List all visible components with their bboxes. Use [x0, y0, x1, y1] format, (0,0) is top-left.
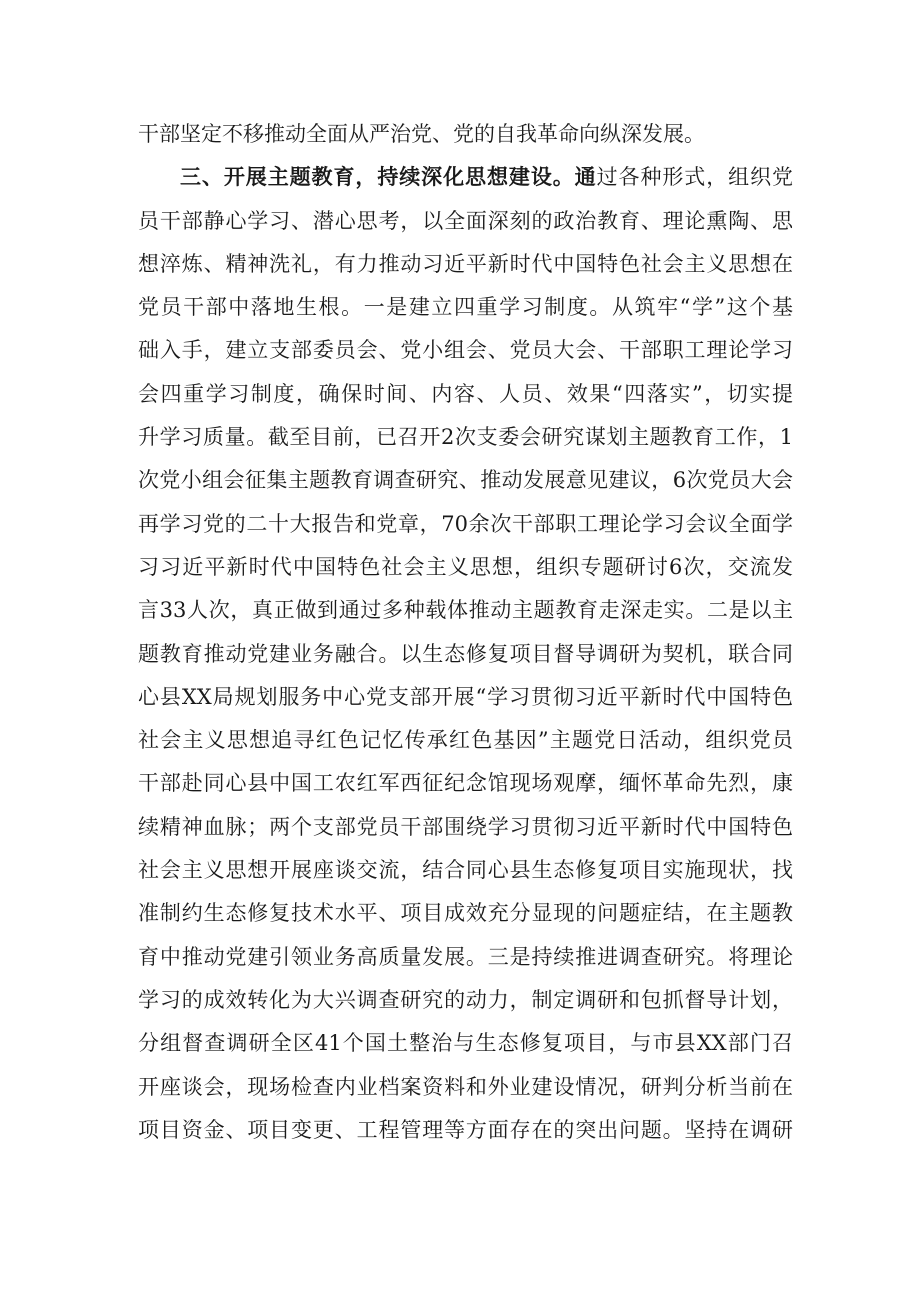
section-heading: 三、开展主题教育，持续深化思想建设。通 [180, 165, 597, 190]
text-line-18: 社会主义思想开展座谈交流，结合同心县生态修复项目实施现状，找 [138, 858, 793, 883]
text-line-1: 干部坚定不移推动全面从严治党、党的自我革命向纵深发展。 [138, 122, 705, 146]
text-line-21: 学习的成效转化为大兴调查研究的动力，制定调研和包抓督导计划， [138, 987, 793, 1012]
text-line-15: 社会主义思想追寻红色记忆传承红色基因”主题党日活动，组织党员 [138, 728, 793, 753]
text-line-12: 言33人次，真正做到通过多种载体推动主题教育走深走实。二是以主 [138, 598, 793, 623]
text-line-9: 次党小组会征集主题教育调查研究、推动发展意见建议，6次党员大会 [138, 468, 793, 493]
text-line-11: 习习近平新时代中国特色社会主义思想，组织专题研讨6次，交流发 [138, 554, 793, 579]
text-line-13: 题教育推动党建业务融合。以生态修复项目督导调研为契机，联合同 [138, 641, 793, 666]
text-line-20: 育中推动党建引领业务高质量发展。三是持续推进调查研究。将理论 [138, 944, 793, 969]
section-heading-continuation: 过各种形式，组织党 [596, 165, 793, 190]
text-line-23: 开座谈会，现场检查内业档案资料和外业建设情况，研判分析当前在 [138, 1074, 793, 1099]
text-line-19: 准制约生态修复技术水平、项目成效充分显现的问题症结，在主题教 [138, 901, 793, 926]
text-line-3: 员干部静心学习、潜心思考，以全面深刻的政治教育、理论熏陶、思 [138, 208, 793, 233]
body-text [138, 113, 793, 1152]
text-line-10: 再学习党的二十大报告和党章，70余次干部职工理论学习会议全面学 [138, 511, 793, 536]
text-line-8: 升学习质量。截至目前，已召开2次支委会研究谋划主题教育工作，1 [138, 425, 793, 450]
text-line-22: 分组督查调研全区41个国土整治与生态修复项目，与市县XX部门召 [138, 1031, 793, 1056]
text-line-24: 项目资金、项目变更、工程管理等方面存在的突出问题。坚持在调研 [138, 1117, 793, 1142]
text-line-4: 想淬炼、精神洗礼，有力推动习近平新时代中国特色社会主义思想在 [138, 251, 793, 276]
text-line-7: 会四重学习制度，确保时间、内容、人员、效果“四落实”，切实提 [138, 381, 793, 406]
text-line-5: 党员干部中落地生根。一是建立四重学习制度。从筑牢“学”这个基 [138, 295, 793, 320]
text-line-14: 心县XX局规划服务中心党支部开展“学习贯彻习近平新时代中国特色 [138, 684, 793, 709]
text-line-17: 续精神血脉；两个支部党员干部围绕学习贯彻习近平新时代中国特色 [138, 814, 793, 839]
section-heading-line [138, 156, 793, 199]
text-line-6: 础入手，建立支部委员会、党小组会、党员大会、干部职工理论学习 [138, 338, 793, 363]
text-line-16: 干部赴同心县中国工农红军西征纪念馆现场观摩，缅怀革命先烈，康 [138, 771, 793, 796]
